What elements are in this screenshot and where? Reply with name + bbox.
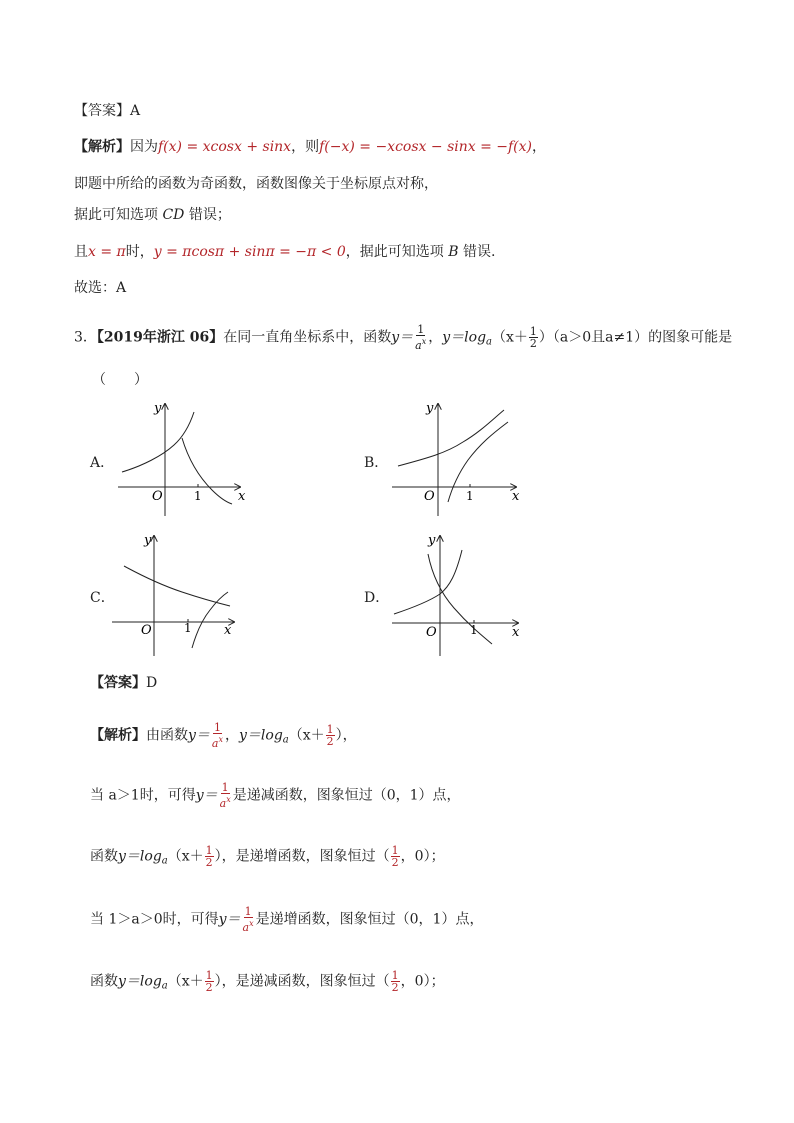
fraction-half bbox=[205, 845, 214, 868]
paren: （x＋ bbox=[167, 973, 204, 990]
origin-label: O bbox=[426, 625, 437, 640]
math: y＝ bbox=[218, 911, 241, 928]
x-label: x bbox=[512, 625, 520, 640]
answer-label: 【答案】 bbox=[74, 103, 130, 119]
text: ，0）； bbox=[400, 848, 445, 865]
frac-num: 1 bbox=[417, 323, 425, 336]
fraction-half bbox=[205, 970, 214, 993]
den-base: a bbox=[415, 339, 422, 352]
question-source: 【2019年浙江 06】 bbox=[96, 329, 224, 346]
option-ref: B bbox=[448, 244, 459, 260]
fraction-half bbox=[391, 845, 400, 868]
fraction-1-over-ax bbox=[211, 722, 224, 749]
paren: ） bbox=[335, 727, 343, 744]
case-1b-line bbox=[90, 845, 445, 872]
den-base: a bbox=[219, 797, 227, 810]
den-sup: x bbox=[226, 795, 231, 804]
text: 是递减函数，图象恒过（0，1）点， bbox=[232, 787, 461, 804]
math-expr-f: f(x) = xcosx + sinx bbox=[158, 139, 292, 155]
answer-line-1 bbox=[74, 101, 140, 121]
frac-den: 2 bbox=[391, 981, 399, 994]
question-condition: （a＞0且a≠1）的图象可能是 bbox=[552, 329, 733, 346]
text: ，据此可知选项 bbox=[345, 244, 449, 260]
tick-1-label: 1 bbox=[470, 623, 478, 637]
option-d-label: D． bbox=[364, 590, 390, 606]
text: 且 bbox=[74, 244, 88, 260]
tick-1-label: 1 bbox=[194, 489, 202, 503]
den-base: a bbox=[242, 921, 250, 934]
tick-1-label: 1 bbox=[466, 489, 474, 503]
frac-den bbox=[414, 336, 427, 351]
option-b-label: B． bbox=[364, 455, 389, 471]
fraction-1-over-ax bbox=[242, 906, 255, 933]
log-sub: a bbox=[282, 734, 289, 746]
analysis-text: ，则 bbox=[291, 139, 320, 155]
frac-num: 1 bbox=[205, 969, 213, 982]
frac-num: 1 bbox=[244, 905, 252, 918]
math: y＝ bbox=[195, 787, 218, 804]
text: ， bbox=[342, 727, 357, 744]
paren: ） bbox=[214, 973, 222, 990]
tick-1-label: 1 bbox=[184, 621, 192, 635]
x-label: x bbox=[512, 489, 520, 504]
text: ，是递减函数，图象恒过（ bbox=[221, 973, 390, 990]
x-label: x bbox=[224, 623, 232, 638]
question-text: 在同一直角坐标系中，函数 bbox=[223, 329, 392, 346]
den-sup: x bbox=[421, 337, 427, 346]
frac-den: 2 bbox=[326, 735, 334, 748]
origin-label: O bbox=[424, 489, 435, 504]
graph-d bbox=[388, 530, 528, 660]
text: 由函数 bbox=[146, 727, 188, 744]
text: 据此可知选项 bbox=[74, 207, 163, 223]
pi-line bbox=[74, 242, 495, 262]
den-sup: x bbox=[218, 735, 223, 744]
frac-num: 1 bbox=[391, 844, 399, 857]
frac-num: 1 bbox=[205, 844, 213, 857]
fraction-1-over-ax bbox=[219, 782, 232, 809]
log-sub: a bbox=[486, 336, 492, 348]
answer-value: A bbox=[130, 103, 141, 119]
paren: （x＋ bbox=[167, 848, 204, 865]
text: 是递增函数，图象恒过（0，1）点， bbox=[255, 911, 484, 928]
option-a-label: A． bbox=[90, 455, 115, 471]
frac-den: 2 bbox=[529, 337, 537, 350]
answer-label: 【答案】 bbox=[90, 675, 146, 691]
frac-num: 1 bbox=[326, 723, 334, 736]
case-2b-line bbox=[90, 970, 445, 997]
answer-blank: （ ） bbox=[92, 372, 148, 388]
analysis-label: 【解析】 bbox=[74, 139, 130, 155]
analysis-text: 因为 bbox=[130, 139, 158, 155]
answer-value: D bbox=[146, 675, 158, 691]
frac-den bbox=[242, 918, 255, 933]
math: y＝ bbox=[188, 727, 210, 744]
frac-den: 2 bbox=[205, 981, 213, 994]
origin-label: O bbox=[141, 623, 152, 638]
paren: （x＋ bbox=[288, 727, 325, 744]
case-2-line bbox=[90, 906, 483, 933]
question-3 bbox=[74, 324, 732, 353]
frac-den: 2 bbox=[391, 856, 399, 869]
math-log: y＝log bbox=[442, 329, 487, 346]
text: 函数 bbox=[90, 973, 118, 990]
math-log: y＝log bbox=[118, 848, 162, 865]
curve-exponential bbox=[124, 566, 230, 606]
curve-log bbox=[428, 554, 492, 644]
origin-label: O bbox=[152, 489, 163, 504]
text: 当 a＞1时，可得 bbox=[90, 787, 196, 804]
curve-log bbox=[448, 422, 508, 502]
odd-function-line: 即题中所给的函数为奇函数，函数图像关于坐标原点对称， bbox=[74, 176, 438, 192]
analysis-line-1 bbox=[74, 137, 546, 157]
math: y＝ bbox=[391, 329, 414, 346]
sep: ， bbox=[428, 329, 443, 346]
math-log: y＝log bbox=[239, 727, 283, 744]
log-sub: a bbox=[161, 855, 168, 867]
frac-num: 1 bbox=[391, 969, 399, 982]
choose-line: 故选：A bbox=[74, 280, 127, 296]
math-expr-x-pi: x = π bbox=[88, 244, 126, 260]
math-expr-f-neg: f(−x) = −xcosx − sinx = −f(x) bbox=[319, 139, 532, 155]
paren: ） bbox=[214, 848, 222, 865]
text: 时， bbox=[125, 244, 154, 260]
text: ，是递增函数，图象恒过（ bbox=[221, 848, 390, 865]
graph-a bbox=[112, 398, 252, 520]
sep: ， bbox=[225, 727, 239, 744]
paren: ） bbox=[538, 329, 553, 346]
curve-log bbox=[182, 438, 232, 504]
frac-den bbox=[219, 794, 232, 809]
graph-b bbox=[388, 398, 528, 520]
text: 函数 bbox=[90, 848, 118, 865]
graph-c bbox=[106, 530, 246, 660]
answer-line-2 bbox=[90, 673, 157, 693]
frac-den bbox=[211, 734, 224, 749]
analysis-text: ， bbox=[532, 139, 546, 155]
y-label: y bbox=[144, 533, 152, 548]
fraction-half bbox=[529, 326, 538, 349]
x-label: x bbox=[238, 489, 246, 504]
analysis-label: 【解析】 bbox=[90, 727, 146, 744]
frac-num: 1 bbox=[221, 781, 229, 794]
fraction-half bbox=[391, 970, 400, 993]
frac-num: 1 bbox=[213, 721, 221, 734]
question-number: 3． bbox=[74, 329, 97, 346]
math-log: y＝log bbox=[118, 973, 162, 990]
den-sup: x bbox=[249, 919, 254, 928]
curve-exponential bbox=[394, 550, 462, 614]
y-label: y bbox=[426, 401, 434, 416]
log-sub: a bbox=[161, 980, 168, 992]
y-label: y bbox=[154, 401, 162, 416]
fraction-half bbox=[326, 724, 335, 747]
frac-den: 2 bbox=[205, 856, 213, 869]
option-cd-line bbox=[74, 205, 231, 225]
text: 当 1＞a＞0时，可得 bbox=[90, 911, 219, 928]
option-ref: CD bbox=[162, 207, 185, 223]
paren: （x＋ bbox=[492, 329, 528, 346]
option-c-label: C． bbox=[90, 590, 115, 606]
text: ，0）； bbox=[400, 973, 445, 990]
case-1-line bbox=[90, 782, 461, 809]
analysis-line-2 bbox=[90, 722, 357, 751]
y-label: y bbox=[428, 533, 436, 548]
frac-num: 1 bbox=[529, 325, 537, 338]
math-expr-y-pi: y = πcosπ + sinπ = −π < 0 bbox=[153, 244, 346, 260]
text: 错误； bbox=[184, 207, 231, 223]
den-base: a bbox=[211, 737, 219, 750]
fraction-1-over-ax bbox=[414, 324, 427, 351]
text: 错误. bbox=[458, 244, 496, 260]
